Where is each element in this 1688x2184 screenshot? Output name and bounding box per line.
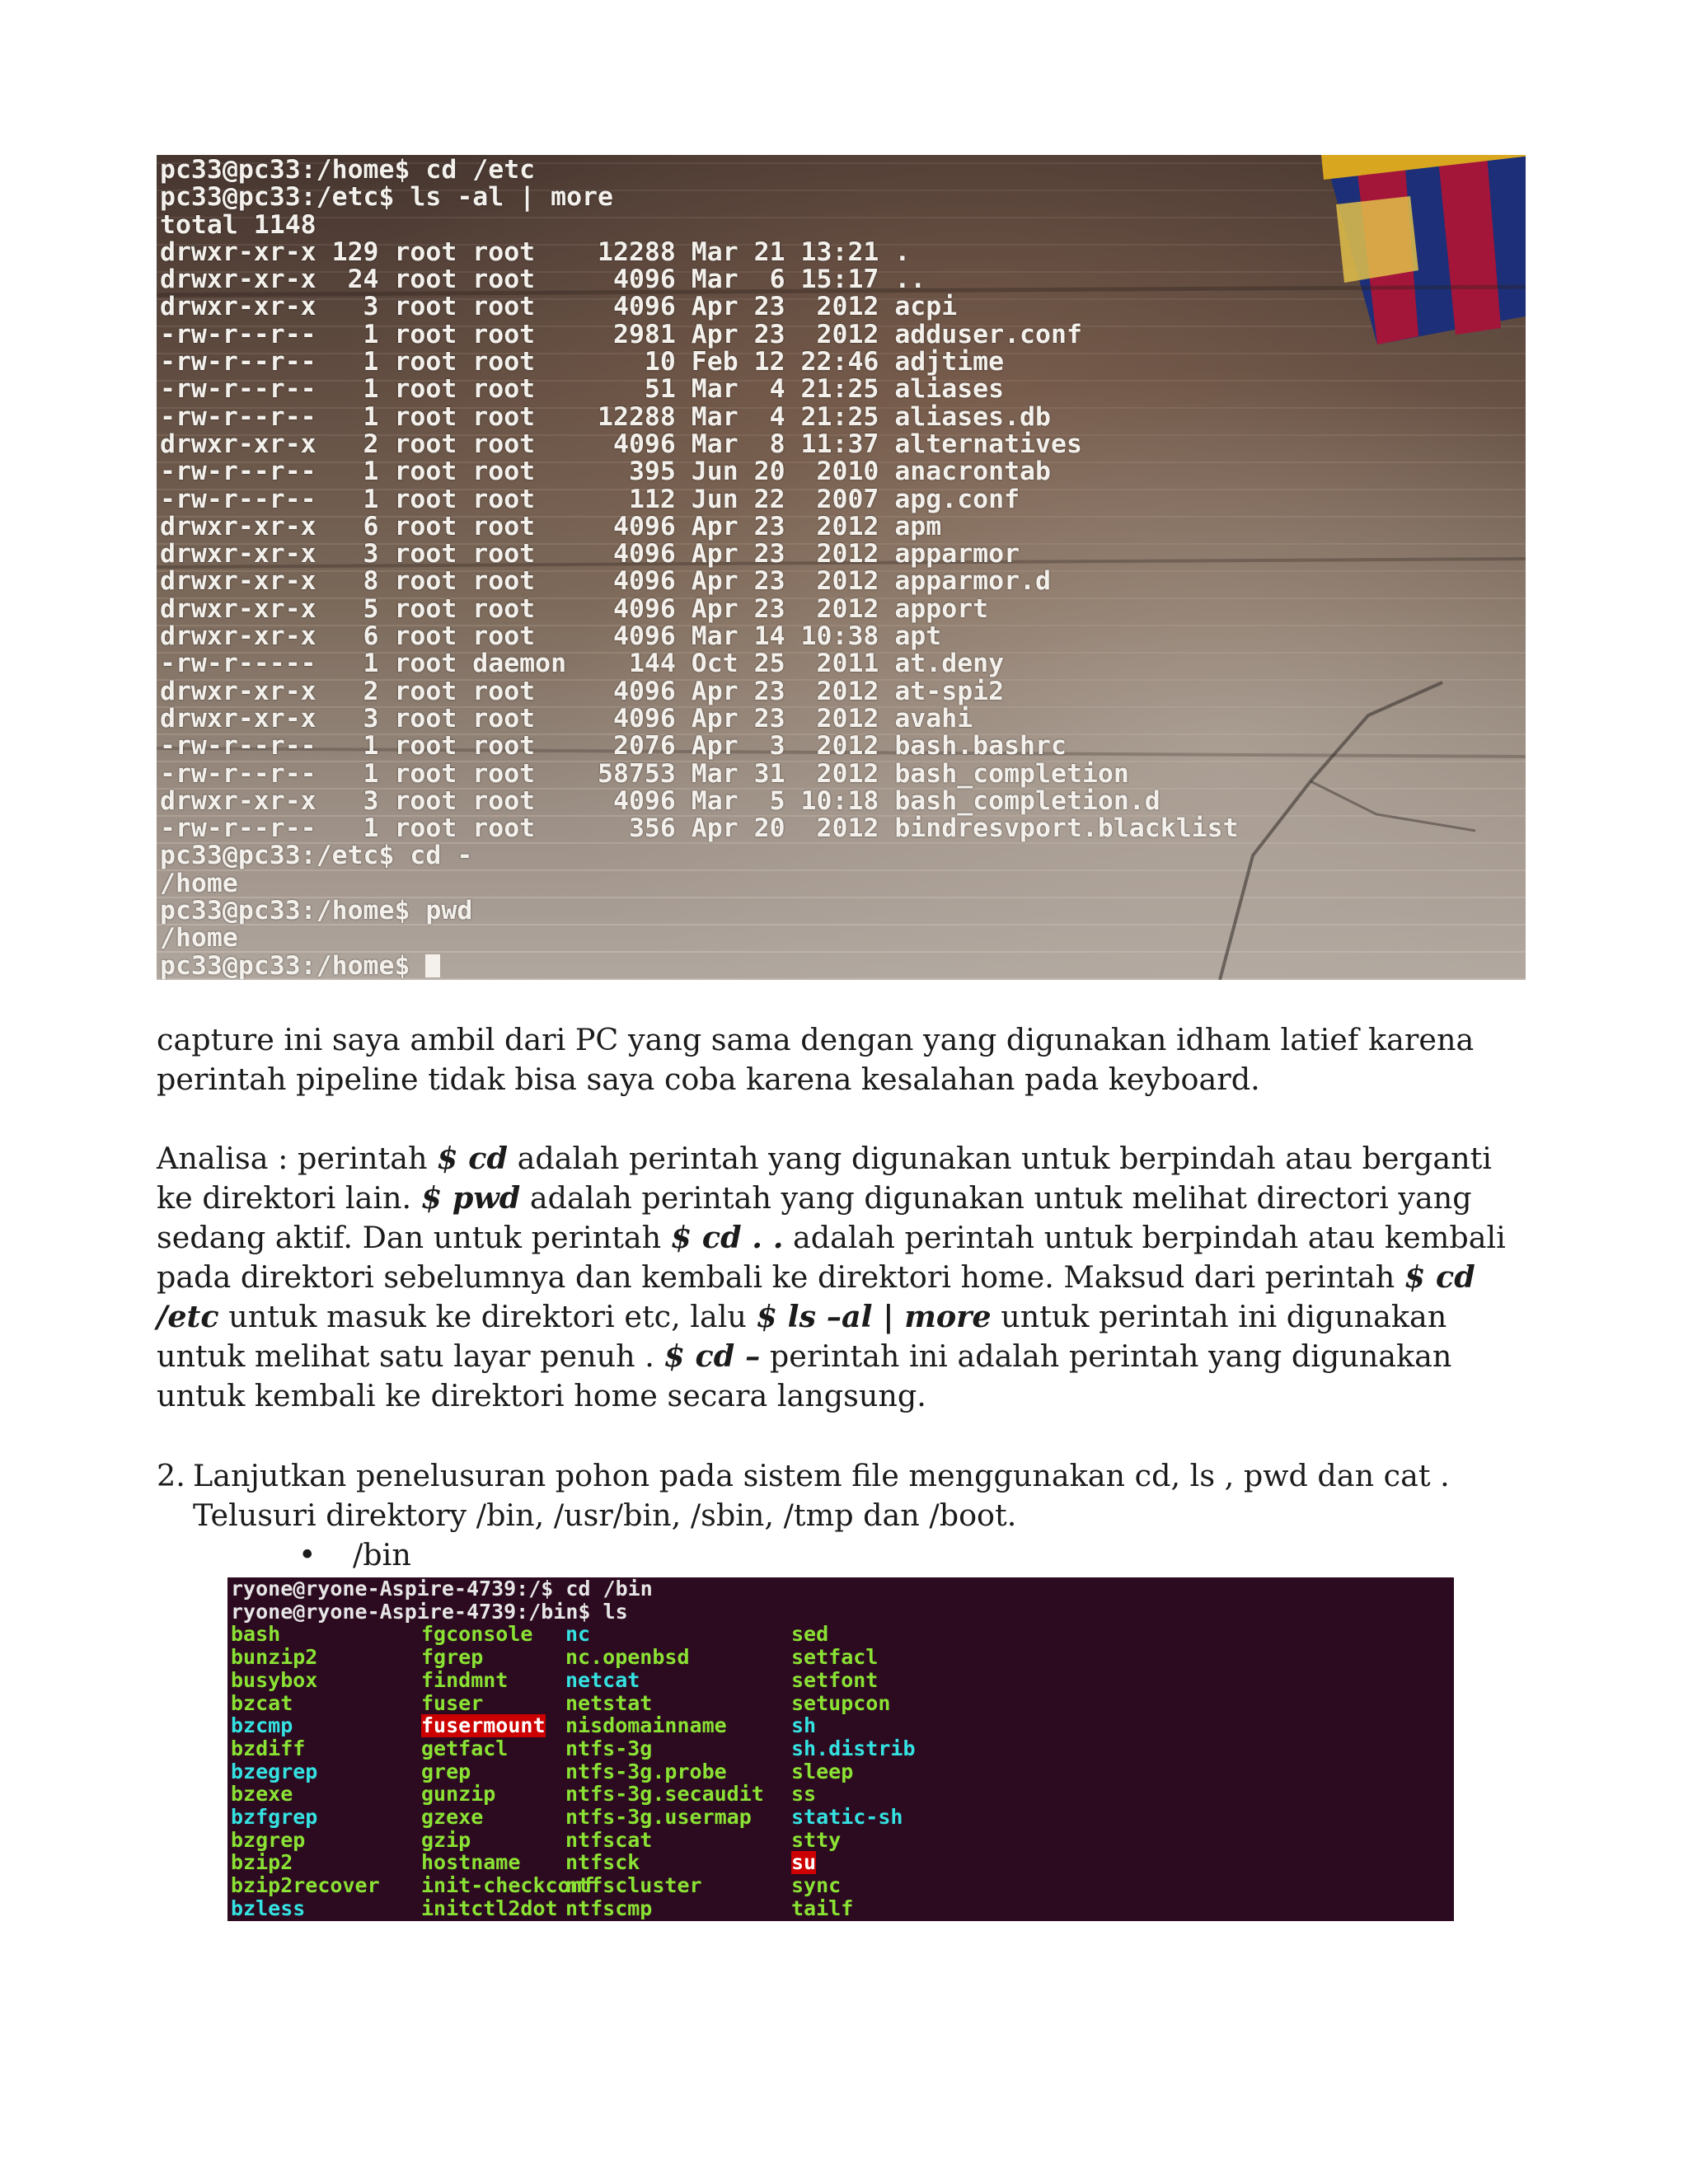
ls-entry-sed: sed bbox=[791, 1622, 829, 1647]
ls-entry-getfacl: getfacl bbox=[421, 1736, 509, 1760]
ls-entry-netstat: netstat bbox=[565, 1690, 653, 1715]
terminal1-line: drwxr-xr-x 8 root root 4096 Apr 23 2012 apparmor.d bbox=[160, 566, 1051, 597]
command-cd-dotdot: $ cd . . bbox=[670, 1220, 784, 1255]
terminal1-line: drwxr-xr-x 2 root root 4096 Apr 23 2012 at-spi2 bbox=[160, 676, 1005, 706]
terminal1-line: pc33@pc33:/home$ cd /etc bbox=[160, 155, 536, 185]
ls-entry-sync: sync bbox=[791, 1873, 842, 1898]
terminal1-line: drwxr-xr-x 3 root root 4096 Apr 23 2012 apparmor bbox=[160, 539, 1020, 569]
bullet-symbol: • bbox=[298, 1537, 316, 1572]
ls-entry-bzgrep: bzgrep bbox=[231, 1827, 306, 1852]
ls-entry-grep: grep bbox=[421, 1759, 471, 1783]
terminal1-line: pc33@pc33:/home$ pwd bbox=[160, 896, 473, 926]
ls-entry-tailf: tailf bbox=[791, 1896, 854, 1920]
terminal1-line: -rw-r--r-- 1 root root 112 Jun 22 2007 apg.conf bbox=[160, 484, 1020, 514]
terminal1-line: pc33@pc33:/home$ bbox=[160, 950, 426, 980]
ls-entry-ntfscmp: ntfscmp bbox=[565, 1896, 653, 1920]
terminal1-line: drwxr-xr-x 3 root root 4096 Mar 5 10:18 bash_completion.d bbox=[160, 785, 1160, 816]
ls-entry-ntfs-3g-probe: ntfs-3g.probe bbox=[565, 1759, 727, 1783]
analysis-paragraph: Analisa : perintah $ cd adalah perintah yang digunakan untuk berpindah atau berganti ke direktori lain. $ pwd adalah perintah yang digunakan untuk melihat directori yang sedang aktif. Dan untuk perintah $ cd . . adalah perintah untuk berpindah atau kembali pada direktori sebelumnya dan kembali ke direktori home. Maksud dari perintah $ cd /etc untuk masuk ke direktori etc, lalu $ ls –al | more untuk perintah ini digunakan untuk melihat satu layar penuh . $ cd – perintah ini adalah perintah yang digunakan untuk kembali ke direktori home secara langsung. bbox=[157, 1141, 1506, 1413]
ls-entry-nc-openbsd: nc.openbsd bbox=[565, 1645, 690, 1670]
terminal1-line: /home bbox=[160, 868, 238, 898]
command-cd: $ cd bbox=[437, 1141, 508, 1176]
terminal1-line: -rw-r--r-- 1 root root 12288 Mar 4 21:25 aliases.db bbox=[160, 401, 1051, 432]
ls-entry-bzcat: bzcat bbox=[231, 1690, 293, 1715]
ls-entry-bash: bash bbox=[231, 1622, 281, 1647]
caption-paragraph: capture ini saya ambil dari PC yang sama dengan yang digunakan idham latief karena perintah pipeline tidak bisa saya coba karena kesalahan pada keyboard. bbox=[157, 1022, 1475, 1097]
ls-entry-ntfscluster: ntfscluster bbox=[565, 1873, 702, 1898]
ls-entry-fgconsole: fgconsole bbox=[421, 1622, 533, 1647]
terminal1-line: pc33@pc33:/etc$ cd - bbox=[160, 841, 473, 871]
ls-entry-bzdiff: bzdiff bbox=[231, 1736, 306, 1760]
ls-entry-bzexe: bzexe bbox=[231, 1782, 293, 1807]
terminal1-line: pc33@pc33:/etc$ ls -al | more bbox=[160, 182, 613, 213]
ls-entry-nc: nc bbox=[565, 1622, 591, 1647]
ls-entry-static-sh: static-sh bbox=[791, 1805, 903, 1829]
terminal1-line: -rw-r--r-- 1 root root 58753 Mar 31 2012 bash_completion bbox=[160, 758, 1129, 789]
terminal-cursor bbox=[425, 954, 440, 977]
terminal1-line: drwxr-xr-x 3 root root 4096 Apr 23 2012 avahi bbox=[160, 703, 973, 733]
terminal1-line: -rw-r--r-- 1 root root 2981 Apr 23 2012 adduser.conf bbox=[160, 319, 1082, 349]
ls-entry-findmnt: findmnt bbox=[421, 1667, 509, 1692]
terminal1-line: drwxr-xr-x 5 root root 4096 Apr 23 2012 apport bbox=[160, 593, 989, 624]
ls-entry-bzfgrep: bzfgrep bbox=[231, 1805, 318, 1829]
terminal1-line: -rw-r--r-- 1 root root 51 Mar 4 21:25 aliases bbox=[160, 374, 1005, 405]
ls-entry-ntfscat: ntfscat bbox=[565, 1827, 653, 1852]
ls-entry-bzless: bzless bbox=[231, 1896, 306, 1920]
command-ls-al-more: $ ls –al | more bbox=[756, 1299, 992, 1334]
ls-entry-ntfsck: ntfsck bbox=[565, 1850, 640, 1875]
ls-entry-stty: stty bbox=[791, 1827, 842, 1852]
ls-entry-gzexe: gzexe bbox=[421, 1805, 484, 1829]
terminal1-line: -rw-r--r-- 1 root root 356 Apr 20 2012 bindresvport.blacklist bbox=[160, 813, 1239, 844]
terminal2-prompt-ls: ryone@ryone-Aspire-4739:/bin$ ls bbox=[231, 1599, 628, 1624]
ls-entry-gunzip: gunzip bbox=[421, 1782, 496, 1807]
terminal1-line: -rw-r--r-- 1 root root 2076 Apr 3 2012 bash.bashrc bbox=[160, 731, 1067, 762]
ls-entry-sleep: sleep bbox=[791, 1759, 854, 1783]
ls-entry-busybox: busybox bbox=[231, 1667, 318, 1692]
terminal1-line: drwxr-xr-x 3 root root 4096 Apr 23 2012 acpi bbox=[160, 292, 958, 322]
ls-entry-ss: ss bbox=[791, 1782, 817, 1807]
ls-entry-ntfs-3g-secaudit: ntfs-3g.secaudit bbox=[565, 1782, 764, 1807]
ls-entry-bzip2recover: bzip2recover bbox=[231, 1873, 380, 1898]
terminal-screenshot-bin-listing bbox=[227, 1577, 1454, 1921]
command-pwd: $ pwd bbox=[420, 1180, 521, 1216]
ls-entry-nisdomainname: nisdomainname bbox=[565, 1713, 727, 1738]
item-number: 2. bbox=[157, 1458, 185, 1493]
ls-entry-setfacl: setfacl bbox=[791, 1645, 879, 1670]
terminal2-prompt-cd: ryone@ryone-Aspire-4739:/$ cd /bin bbox=[231, 1577, 653, 1601]
ls-entry-fuser: fuser bbox=[421, 1690, 484, 1715]
ls-entry-setfont: setfont bbox=[791, 1667, 879, 1692]
command-cd-dash: $ cd – bbox=[663, 1338, 761, 1374]
ls-entry-bzip2: bzip2 bbox=[231, 1850, 293, 1875]
ls-entry-init-checkconf: init-checkconf bbox=[421, 1873, 595, 1898]
ls-entry-ntfs-3g: ntfs-3g bbox=[565, 1736, 653, 1760]
terminal1-line: drwxr-xr-x 2 root root 4096 Mar 8 11:37 alternatives bbox=[160, 429, 1082, 459]
ls-entry-fgrep: fgrep bbox=[421, 1645, 484, 1670]
terminal1-output bbox=[160, 157, 1239, 980]
ls-entry-sh-distrib: sh.distrib bbox=[791, 1736, 916, 1760]
ls-entry-ntfs-3g-usermap: ntfs-3g.usermap bbox=[565, 1805, 752, 1829]
terminal-screenshot-etc-listing bbox=[157, 155, 1526, 980]
ls-entry-initctl2dot: initctl2dot bbox=[421, 1896, 558, 1920]
terminal1-line: drwxr-xr-x 6 root root 4096 Apr 23 2012 apm bbox=[160, 511, 942, 541]
item-text: Lanjutkan penelusuran pohon pada sistem file menggunakan cd, ls , pwd dan cat . Telusuri direktory /bin, /usr/bin, /sbin, /tmp dan /boot. bbox=[193, 1458, 1450, 1533]
ls-entry-hostname: hostname bbox=[421, 1850, 521, 1875]
ls-entry-bzegrep: bzegrep bbox=[231, 1759, 318, 1783]
command-cd-etc: $ cd /etc bbox=[157, 1259, 1475, 1334]
ls-entry-bzcmp: bzcmp bbox=[231, 1713, 293, 1738]
ls-entry-netcat: netcat bbox=[565, 1667, 640, 1692]
terminal1-line: /home bbox=[160, 923, 238, 954]
ls-entry-bunzip2: bunzip2 bbox=[231, 1645, 318, 1670]
ls-entry-setupcon: setupcon bbox=[791, 1690, 891, 1715]
terminal1-line: -rw-r--r-- 1 root root 10 Feb 12 22:46 adjtime bbox=[160, 347, 1005, 377]
ls-entry-su: su bbox=[791, 1850, 817, 1875]
terminal1-line: total 1148 bbox=[160, 209, 316, 240]
ls-entry-fusermount: fusermount bbox=[421, 1713, 546, 1738]
terminal1-line: drwxr-xr-x 24 root root 4096 Mar 6 15:17 .. bbox=[160, 265, 926, 295]
terminal1-line: drwxr-xr-x 129 root root 12288 Mar 21 13:21 . bbox=[160, 237, 911, 267]
ls-entry-sh: sh bbox=[791, 1713, 817, 1738]
ls-entry-gzip: gzip bbox=[421, 1827, 471, 1852]
terminal1-line: drwxr-xr-x 6 root root 4096 Mar 14 10:38 apt bbox=[160, 621, 942, 652]
terminal1-line: -rw-r----- 1 root daemon 144 Oct 25 2011 at.deny bbox=[160, 649, 1005, 679]
terminal1-line: -rw-r--r-- 1 root root 395 Jun 20 2010 anacrontab bbox=[160, 457, 1051, 487]
bullet-label: /bin bbox=[353, 1537, 411, 1572]
